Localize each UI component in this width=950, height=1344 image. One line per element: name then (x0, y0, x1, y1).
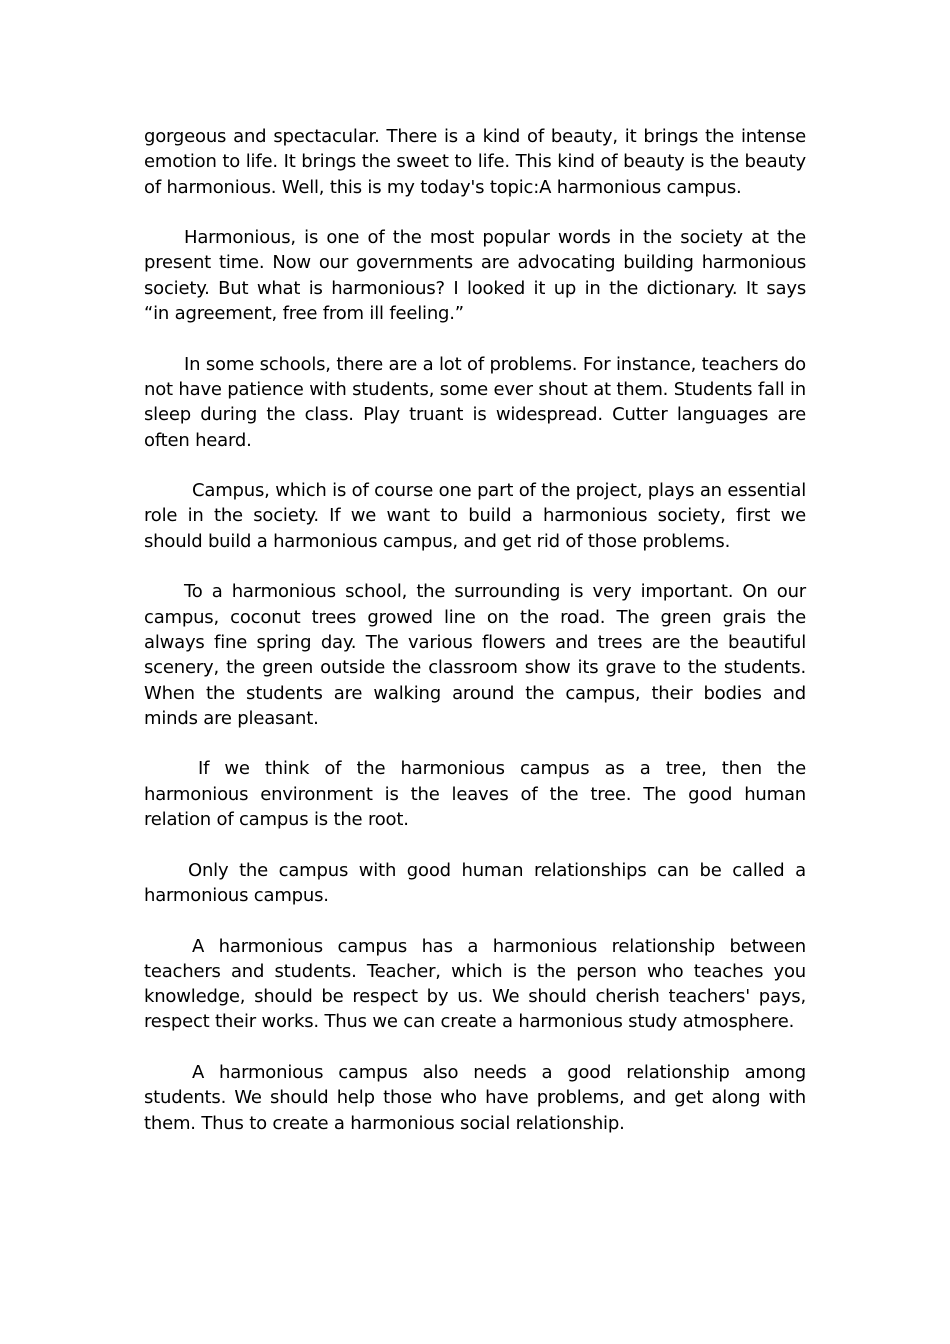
document-body (144, 124, 830, 1161)
paragraph-school-problems: In some schools, there are a lot of problems. For instance, teachers do not have patience with students, some ever shout at them. Students fall in sleep during the class. Play truant is widespread. Cutter languages are often heard. (144, 353, 812, 451)
paragraph-teachers-students: A harmonious campus has a harmonious relationship between teachers and students. Teacher, which is the person who teaches you knowledge, should be respect by us. We should cherish teachers' pays, respect their works. Thus we can create a harmonious study atmosphere. (144, 935, 812, 1033)
paragraph-surroundings: To a harmonious school, the surrounding is very important. On our campus, coconut trees growed line on the road. The green grais the always fine spring day. The various flowers and trees are the beautiful scenery, the green outside the classroom show its grave to the students. When the students are walking around the campus, their bodies and minds are pleasant. (144, 581, 812, 729)
paragraph-intro: gorgeous and spectacular. There is a kind of beauty, it brings the intense emotion to life. It brings the sweet to life. This kind of beauty is the beauty of harmonious. Well, this is my today's topic:A harmonious campus. (144, 126, 812, 198)
paragraph-tree-metaphor: If we think of the harmonious campus as a tree, then the harmonious environment is the leaves of the tree. The good human relation of campus is the root. (144, 758, 812, 831)
paragraph-harmonious-definition: Harmonious, is one of the most popular words in the society at the present time. Now our governments are advocating building harmonious society. But what is harmonious? I looked it up in the dictionary. It says “in agreement, free from ill feeling.” (144, 227, 830, 325)
paragraph-campus-role: Campus, which is of course one part of the project, plays an essential role in the society. If we want to build a harmonious society, first we should build a harmonious campus, and get rid of those problems. (144, 480, 812, 552)
paragraph-among-students: A harmonious campus also needs a good relationship among students. We should help those who have problems, and get along with them. Thus to create a harmonious social relationship. (144, 1061, 812, 1134)
paragraph-human-relationships: Only the campus with good human relationships can be called a harmonious campus. (144, 859, 812, 906)
